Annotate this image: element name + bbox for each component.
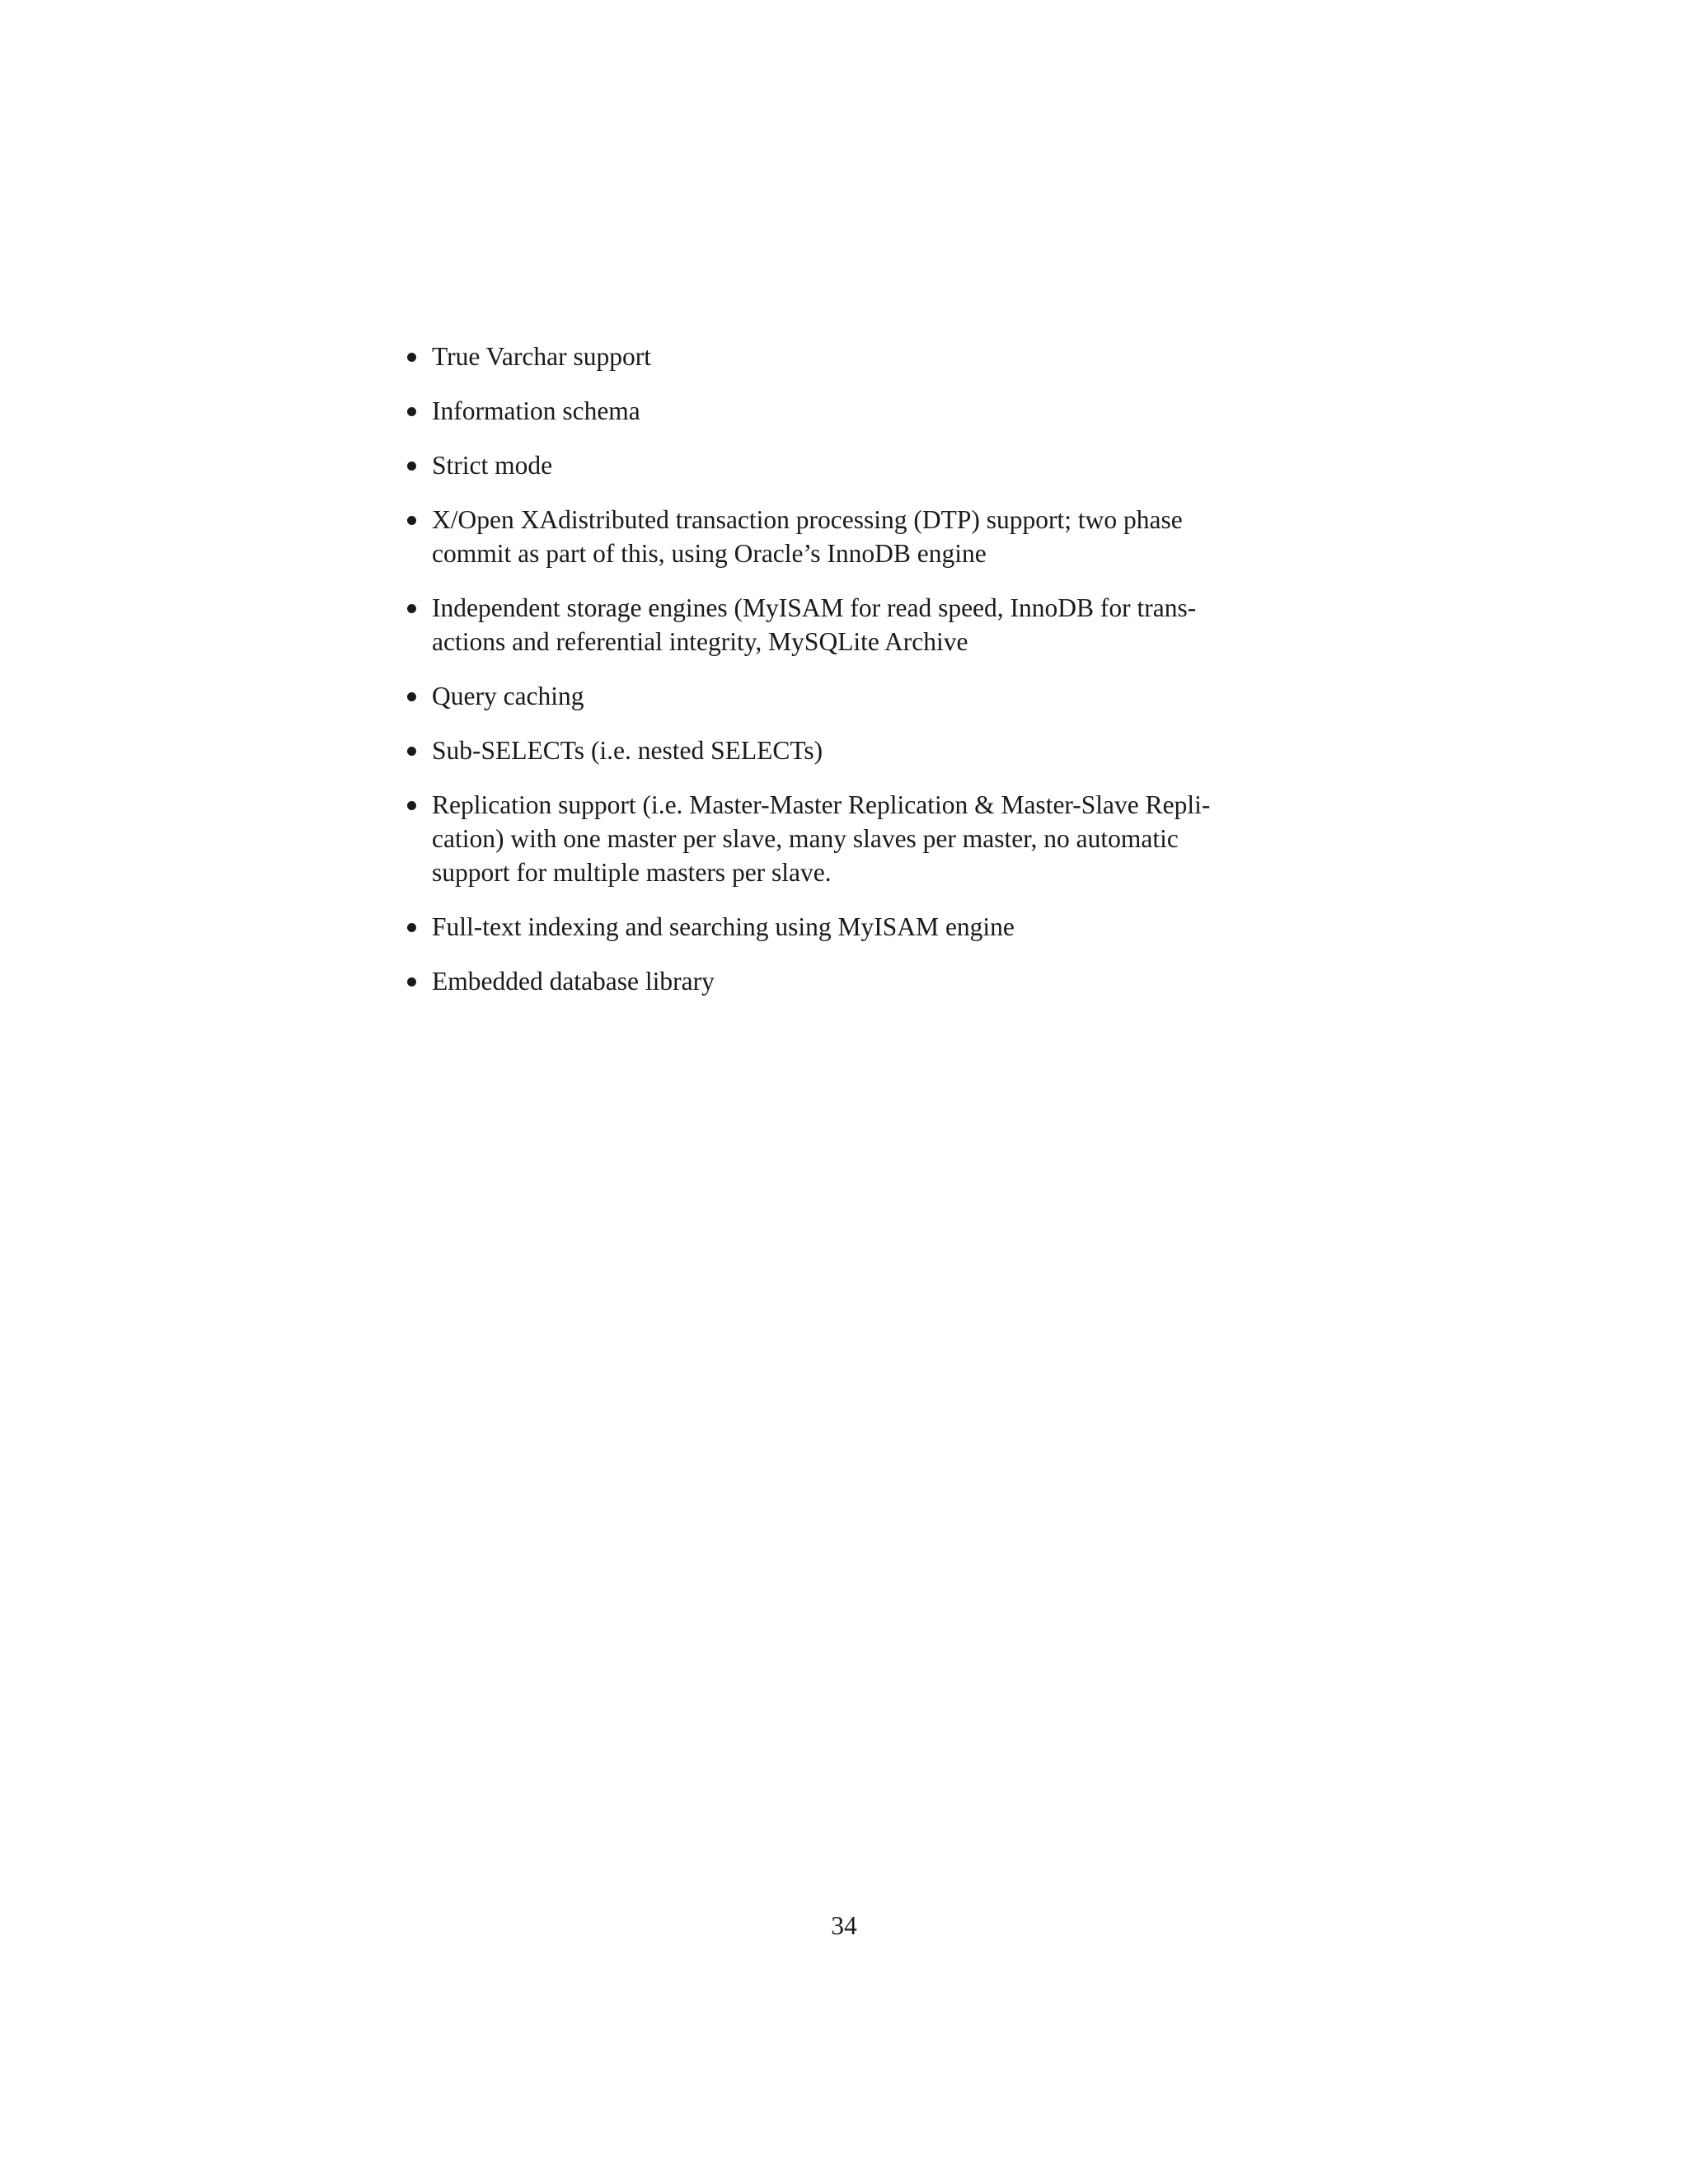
list-item-text: Full-text indexing and searching using MyISAM engine: [432, 912, 1015, 941]
list-item-text: Embedded database library: [432, 967, 715, 996]
list-item-text: X/Open XAdistributed transaction processing (DTP) support; two phase: [432, 505, 1183, 534]
list-item-text: cation) with one master per slave, many slaves per master, no automatic: [432, 824, 1179, 853]
list-item-text: Independent storage engines (MyISAM for read speed, InnoDB for trans-: [432, 593, 1197, 622]
bullet-icon: [407, 407, 416, 416]
list-item: [402, 394, 1325, 428]
list-item: [402, 910, 1325, 944]
feature-bullet-list: [402, 340, 1325, 1019]
list-item-text: actions and referential integrity, MySQLite Archive: [432, 627, 968, 656]
list-item-text: support for multiple masters per slave.: [432, 858, 832, 887]
list-item: [402, 503, 1325, 570]
list-item: [402, 448, 1325, 482]
bullet-icon: [407, 604, 416, 613]
list-item-text: Strict mode: [432, 451, 553, 480]
list-item: [402, 679, 1325, 713]
list-item-text: Query caching: [432, 682, 584, 710]
list-item: [402, 788, 1325, 889]
bullet-icon: [407, 516, 416, 525]
bullet-icon: [407, 462, 416, 471]
bullet-icon: [407, 747, 416, 756]
list-item-text: Sub-SELECTs (i.e. nested SELECTs): [432, 736, 823, 765]
list-item: [402, 340, 1325, 373]
list-item-text: Replication support (i.e. Master-Master Replication & Master-Slave Repli-: [432, 790, 1211, 819]
list-item: [402, 591, 1325, 658]
list-item-text: commit as part of this, using Oracle’s InnoDB engine: [432, 539, 987, 568]
bullet-icon: [407, 801, 416, 810]
bullet-icon: [407, 977, 416, 987]
bullet-icon: [407, 353, 416, 362]
bullet-icon: [407, 923, 416, 932]
list-item-text: Information schema: [432, 396, 640, 425]
bullet-icon: [407, 692, 416, 701]
page-number: 34: [831, 1911, 857, 1940]
list-item: [402, 733, 1325, 767]
list-item-text: True Varchar support: [432, 342, 651, 371]
list-item: [402, 964, 1325, 998]
